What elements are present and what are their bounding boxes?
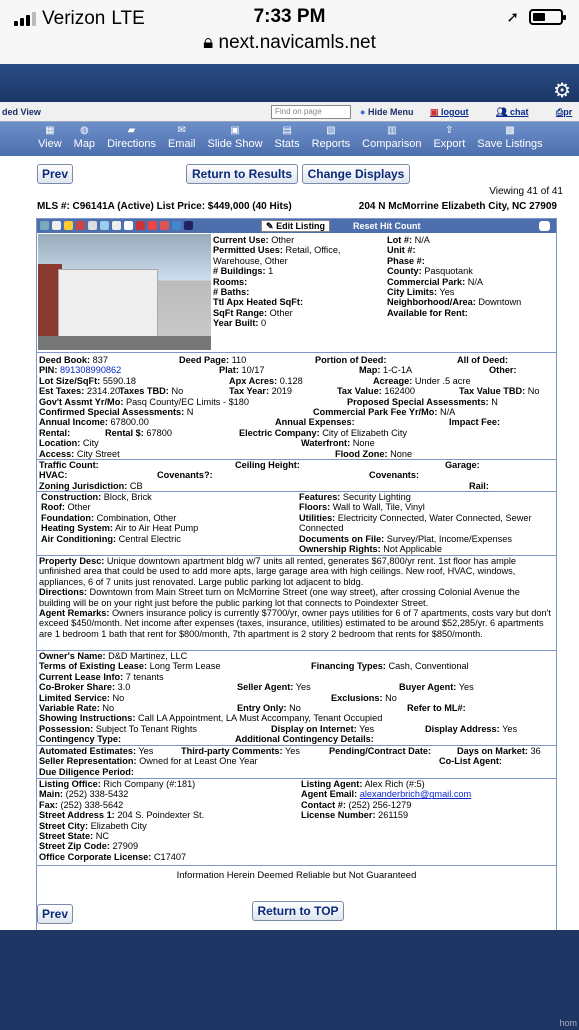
owner-row: Owner's Name: D&D Martinez, LLC [39,651,188,661]
nav-slideshow[interactable]: ▣ Slide Show [207,125,263,150]
summary-field: Phase #: [387,255,425,266]
summary-field: Unit #: [387,245,416,256]
gear-icon[interactable]: ⚙ [553,80,571,102]
car-icon[interactable] [76,221,85,230]
pdf-icon[interactable] [136,221,145,230]
footer-link-home[interactable]: hom [559,1018,577,1028]
feature-field: Utilities: Electricity Connected, Water Connected, Sewer [299,512,532,523]
location-arrow-icon: ➚ [506,9,519,26]
network-type: LTE [111,8,145,29]
map-icon: ◍ [79,125,89,136]
property-description: Property Desc: Unique downtown apartment bldg w/7 units all rented, generates $67,800/yr rent. 1st floor has ample unfinished area that could be used to add more apts, large garage area with high ceilings. New roof, HVAC, windows, appliances, 6 of 7 units just renovated. Large public parking lot adjacent to bldg. [39,556,516,587]
nav-email[interactable]: ✉ Email [167,125,196,150]
limited-service-row: Limited Service: No Exclusions: No [39,692,397,703]
sort-icon[interactable] [184,221,193,230]
summary-field: County: Pasquotank [387,266,473,277]
prev-button-bottom[interactable]: Prev [37,904,73,924]
return-to-results-button[interactable]: Return to Results [186,164,298,184]
nav-stats[interactable]: ▤ Stats [274,125,300,150]
pin-link[interactable]: 891308990862 [59,365,122,376]
possession-row: Possession: Subject To Tenant Rights Display on Internet: Yes Display Address: Yes [39,723,518,734]
lock-icon[interactable] [88,221,97,230]
due-diligence-row: Due Diligence Period: [39,766,134,777]
car-icon: ▰ [127,125,136,136]
save-icon: ▩ [505,125,515,136]
reports-icon: ▧ [326,125,336,136]
feature-field: Features: Security Lighting [299,492,411,502]
nav-view[interactable]: ▦ View [38,125,62,150]
lot-size-row: Lot Size/SqFt: 5590.18 Apx Acres: 0.128 Acreage: Under .5 acre [39,375,471,386]
main-nav [0,122,579,156]
income-row: Annual Income: 67800.00 Annual Expenses: Impact Fee: [39,417,501,428]
clock: 7:33 PM [253,6,326,27]
showing-row: Showing Instructions: Call LA Appointment, LA Must Accompany, Tenant Occupied [39,713,383,724]
top-toolbar [0,102,579,122]
return-to-top-button[interactable]: Return to TOP [252,901,344,921]
prev-button[interactable]: Prev [37,164,73,184]
nav-directions[interactable]: ▰ Directions [107,125,156,150]
hide-menu-button[interactable]: ● Hide Menu [360,107,414,117]
feature-field: Floors: Wall to Wall, Tile, Vinyl [299,502,425,513]
view-mode-label: ded View [2,107,41,117]
location-row: Location: City Waterfront: None [39,438,375,449]
email-icon: ✉ [177,125,186,136]
edit-icon: ✎ [266,221,274,231]
address-bar[interactable] [0,32,579,54]
summary-field: Year Built: 0 [213,318,267,329]
carrier-name: Verizon [42,8,106,29]
page-footer [0,930,579,1030]
alert-icon[interactable] [148,221,157,230]
summary-field: Neighborhood/Area: Downtown [387,297,522,308]
globe-icon: ● [360,107,366,117]
edit-listing-button[interactable]: ✎ Edit Listing [261,220,330,232]
chat-link[interactable]: 👥︎ chat [496,107,529,117]
feature-field: Roof: Other [41,502,91,513]
nav-reports[interactable]: ▧ Reports [311,125,351,150]
feature-field: Ownership Rights: Not Applicable [299,544,442,555]
summary-field: Ttl Apx Heated SqFt: [213,297,304,308]
access-row: Access: City Street Flood Zone: None [39,448,413,459]
summary-field: Warehouse, Other [213,255,288,266]
ios-status-bar [0,0,579,64]
summary-field: Permitted Uses: Retail, Office, [213,245,341,256]
deed-row: Deed Book: 837 Deed Page: 110 Portion of Deed: All of Deed: [39,355,509,365]
comparison-icon: ▥ [387,125,397,136]
view-icon: ▦ [45,125,55,136]
contingency-row: Contingency Type: Additional Contingency Details: [39,734,374,745]
summary-field: Available for Rent: [387,307,468,318]
listing-agent: Listing Agent: Alex Rich (#:5) Agent Email: alexanderbrich@gmail.com Contact #: (252) 256-1279 License Number: 261159 [301,779,472,821]
rental-row: Rental: Rental $: 67800 Electric Company: City of Elizabeth City [39,427,407,438]
hvac-row: HVAC: Covenants?: Covenants: [39,470,420,481]
select-checkbox[interactable] [539,221,550,231]
feature-field: Air Conditioning: Central Electric [41,533,181,544]
summary-field: # Buildings: 1 [213,266,274,277]
print-link[interactable]: ⎙pr [556,107,573,117]
feature-field: Foundation: Combination, Other [41,512,177,523]
clock-icon[interactable] [64,221,73,230]
listing-office: Listing Office: Rich Company (#:181) Main: (252) 338-5432 Fax: (252) 338-5642 Street Address 1: 204 S. Poindexter St. Street City: Elizabeth City Street State: NC Street Zip Code: 27909 Office Corporate License: C17407 [39,779,205,862]
feature-field: Documents on File: Survey/Plat, Income/Expenses [299,533,512,544]
logout-link[interactable]: ▣ logout [430,107,469,117]
utility-features [299,492,555,554]
listing-address: 204 N McMorrine Elizabeth City, NC 27909 [358,201,557,212]
feature-field: Construction: Block, Brick [41,492,152,502]
assessment-row: Gov't Assmt Yr/Mo: Pasq County/EC Limits - $180 Proposed Special Assessments: N [39,396,498,407]
directions-text: Directions: Downtown from Main Street turn on McMorrine Street (one way street), after crossing Colonial Avenue the building will be on your right just before the public parking lot that connects to Poindexter Street. [39,587,520,608]
summary-field: Rooms: [213,276,248,287]
summary-field: City Limits: Yes [387,287,455,298]
find-on-page-input[interactable]: Find on page [271,105,351,119]
summary-field: # Baths: [213,287,250,298]
taxes-row: Est Taxes: 2314.20 Taxes TBD: No Tax Year: 2019 Tax Value: 162400 Tax Value TBD: No [39,386,540,397]
site-header-banner [0,64,579,102]
camera-icon[interactable] [100,221,109,230]
listing-detail [36,218,557,934]
variable-rate-row: Variable Rate: No Entry Only: No Refer to ML#: [39,703,466,713]
mls-info: MLS #: C96141A (Active) List Price: $449,000 (40 Hits) [37,201,292,212]
page-icon[interactable] [124,221,133,230]
feature-field: Heating System: Air to Air Heat Pump [41,523,199,534]
zoning-row: Zoning Jurisdiction: CB Rail: [39,480,489,491]
pin-row: PIN: 891308990862 Plat: 10/17 Map: 1-C-1A Other: [39,365,517,376]
nav-export[interactable]: ⇪ Export [433,125,466,150]
listing-page [0,156,579,930]
pin-icon[interactable] [172,221,181,230]
property-summary-right [387,235,555,318]
property-summary-mid [213,235,385,329]
agent-email-link[interactable]: alexanderbrich@gmail.com [359,789,472,800]
chat-icon: 👥︎ [496,107,508,117]
slideshow-icon: ▣ [230,125,240,136]
lock-icon: 🔒︎ [203,32,214,53]
traffic-row: Traffic Count: Ceiling Height: Garage: [39,460,480,470]
listing-toolbar [37,219,556,233]
feature-field: Connected [299,523,344,534]
mls-summary [37,201,557,212]
cobroker-row: Co-Broker Share: 3.0 Seller Agent: Yes Buyer Agent: Yes [39,682,474,693]
construction-features [41,492,296,544]
disclaimer: Information Herein Deemed Reliable but Not Guaranteed [176,870,417,881]
nav-save-listings[interactable]: ▩ Save Listings [477,125,543,150]
current-lease-row: Current Lease Info: 7 tenants [39,671,164,682]
confirmed-assessment-row: Confirmed Special Assessments: N Commercial Park Fee Yr/Mo: N/A [39,407,456,417]
url-text: next.navicamls.net [218,32,376,53]
printer-icon: ⎙ [556,107,564,117]
logout-icon: ▣ [430,107,439,117]
reset-hit-count-link[interactable]: Reset Hit Count [353,221,421,231]
summary-field: Current Use: Other [213,235,295,245]
document-icon[interactable] [112,221,121,230]
email-icon[interactable] [52,221,61,230]
nav-comparison[interactable]: ▥ Comparison [362,125,422,150]
viewing-count: Viewing 41 of 41 [489,186,563,197]
export-icon: ⇪ [445,125,454,136]
summary-field: SqFt Range: Other [213,307,293,318]
property-photo[interactable] [38,234,211,350]
change-displays-button[interactable]: Change Displays [302,164,410,184]
summary-field: Commercial Park: N/A [387,276,484,287]
agent-remarks: Agent Remarks: Owners insurance policy is currently $7700/yr, owner pays utilities for 6 of 7 apartments, costs vary but don't exceed $450/month. Net income after expenses (taxes, insurance, utilities) estimated to be around $52,285/yr. 6 apartments are 1 bedroom 1 bath that rent for $800/month, 7th apartment is 2 story 2 bedroom that rents for $850/month. [39,608,551,639]
battery-icon [529,9,563,25]
nav-map[interactable]: ◍ Map [73,125,96,150]
estimates-row: Automated Estimates: Yes Third-party Comments: Yes Pending/Contract Date: Days on Market: 36 [39,746,541,756]
flag-icon[interactable] [160,221,169,230]
lease-row: Terms of Existing Lease: Long Term Lease Financing Types: Cash, Conventional [39,661,469,672]
seller-rep-row: Seller Representation: Owned for at Least One Year Co-List Agent: [39,756,502,767]
globe-icon[interactable] [40,221,49,230]
stats-icon: ▤ [282,125,292,136]
summary-field: Lot #: N/A [387,235,430,245]
